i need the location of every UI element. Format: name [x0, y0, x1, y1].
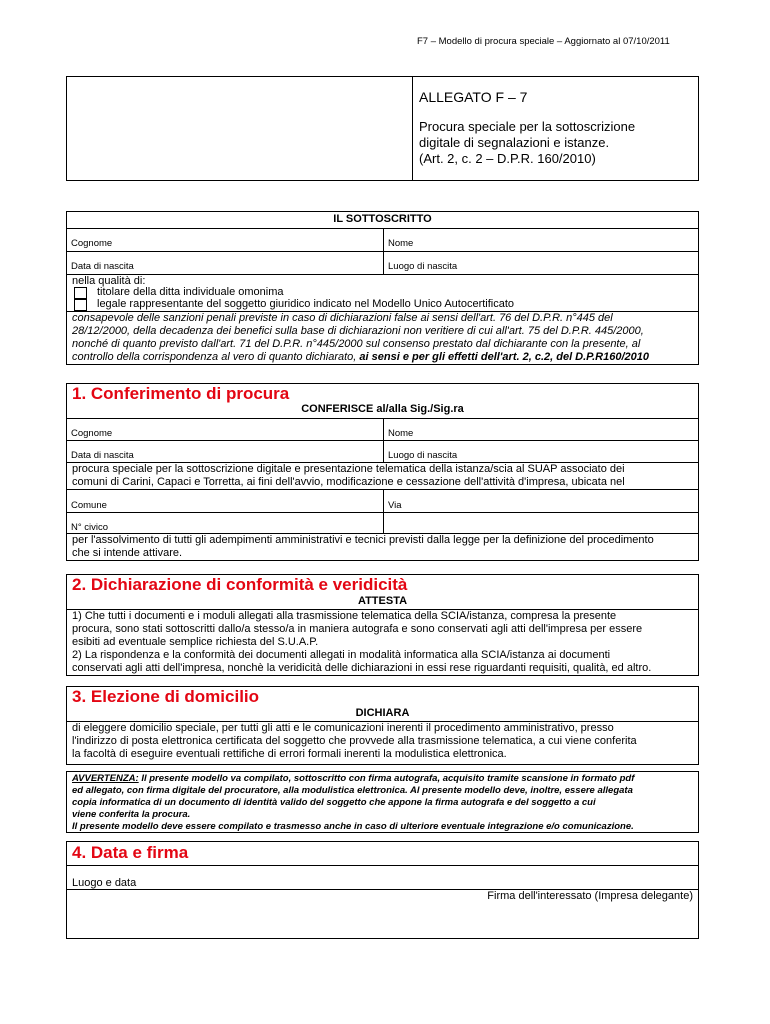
section1-nome-label: Nome — [388, 428, 414, 439]
section1-heading: CONFERISCE al/alla Sig./Sig.ra — [301, 403, 464, 415]
consapevole-line-1: consapevole delle sanzioni penali previste in caso di dichiarazioni false ai sensi dell'art. 76 del D.P.R. n°445 del — [72, 312, 613, 324]
sottoscritto-luogo-nascita-label: Luogo di nascita — [388, 261, 458, 272]
option-titolare: titolare della ditta individuale omonima — [97, 286, 284, 298]
civico-label: N° civico — [71, 522, 109, 533]
sottoscritto-nome-label: Nome — [388, 238, 414, 249]
section2-heading: ATTESTA — [357, 595, 408, 607]
avvertenza-line-1 — [72, 773, 634, 785]
firma-label: Firma dell'interessato (Impresa delegante) — [487, 890, 693, 902]
dichiara-line-2: l'indirizzo di posta elettronica certificata del soggetto che provvede alla trasmissione telematica, a cui viene conferita — [72, 735, 637, 747]
section1-title: 1. Conferimento di procura — [72, 384, 290, 403]
checkbox-titolare[interactable] — [74, 287, 87, 299]
title-line-1: Procura speciale per la sottoscrizione — [419, 119, 636, 134]
section1-cognome-label: Cognome — [71, 428, 113, 439]
consapevole-line-4-text: controllo della corrispondenza al vero di quanto dichiarato, — [72, 351, 360, 363]
via-label: Via — [388, 500, 402, 511]
avvertenza-line-1-text: Il presente modello va compilato, sottoscritto con firma autografa, acquisito tramite scansione in formato pdf — [138, 773, 635, 784]
sottoscritto-data-nascita-label: Data di nascita — [71, 261, 134, 272]
section3-title: 3. Elezione di domicilio — [72, 687, 260, 706]
avvertenza-line-5: Il presente modello deve essere compilato e trasmesso anche in caso di ulteriore eventuale integrazione e/o comunicazione. — [72, 821, 634, 832]
allegato-code: ALLEGATO F – 7 — [419, 89, 528, 105]
consapevole-line-2: 28/12/2000, della decadenza dei benefici sulla base di dichiarazioni non veritiere di cui all'art. 75 del D.P.R. 445/2000, — [72, 325, 644, 337]
luogo-data-label: Luogo e data — [72, 877, 137, 889]
section1-luogo-nascita-label: Luogo di nascita — [388, 450, 458, 461]
section3-heading: DICHIARA — [355, 707, 410, 719]
procura-line-2: comuni di Carini, Capaci e Torretta, ai fini dell'avvio, modificazione e cessazione dell'attività d'impresa, ubicata nel — [72, 476, 625, 488]
option-legale-rappresentante: legale rappresentante del soggetto giuridico indicato nel Modello Unico Autocertificato — [97, 298, 515, 310]
consapevole-line-4-bold: ai sensi e per gli effetti dell'art. 2, c.2, del D.P.R160/2010 — [359, 351, 649, 363]
dichiara-line-1: di eleggere domicilio speciale, per tutti gli atti e le comunicazioni inerenti il procedimento amministrativo, presso — [72, 722, 614, 734]
avvertenza-line-4: viene conferita la procura. — [72, 809, 191, 820]
attesta-p2-line-1: 2) La rispondenza e la conformità dei documenti allegati in modalità informatica alla SCIA/istanza ai documenti — [72, 649, 611, 661]
attesta-p2-line-2: conservati agli atti dell'impresa, nonchè la veridicità delle dichiarazioni in essi rese riguardanti requisiti, qualità, ed altro. — [72, 662, 652, 674]
avvertenza-line-3: copia informatica di un documento di identità valido del soggetto che appone la firma autografa e del soggetto a cui — [72, 797, 596, 808]
header-note: F7 – Modello di procura speciale – Aggiornato al 07/10/2011 — [417, 36, 670, 47]
avvertenza-line-2: ed allegato, con firma digitale del procuratore, alla modulistica elettronica. Al presente modello deve, inoltre, essere allegata — [72, 785, 633, 796]
attesta-p1-line-2: procura, sono stati sottoscritti dallo/a stesso/a in maniera autografa e sono conservati agli atti dell'impresa per essere — [72, 623, 643, 635]
section1-data-nascita-label: Data di nascita — [71, 450, 134, 461]
title-line-2: digitale di segnalazioni e istanze. — [419, 135, 610, 150]
attesta-p1-line-3: esibiti ad eventuale semplice richiesta del S.U.A.P. — [72, 636, 319, 648]
title-divider — [412, 76, 413, 181]
dichiara-line-3: la facoltà di eseguire eventuali rettifiche di errori formali inerenti la modulistica elettronica. — [72, 748, 507, 760]
title-line-3: (Art. 2, c. 2 – D.P.R. 160/2010) — [419, 151, 596, 166]
assolvimento-line-1: per l'assolvimento di tutti gli adempimenti amministrativi e tecnici previsti dalla legge per la definizione del procedimento — [72, 534, 654, 546]
section2-title: 2. Dichiarazione di conformità e veridicità — [72, 575, 408, 594]
assolvimento-line-2: che si intende attivare. — [72, 547, 183, 559]
qualita-label: nella qualità di: — [72, 275, 146, 287]
comune-label: Comune — [71, 500, 107, 511]
sottoscritto-heading: IL SOTTOSCRITTO — [333, 213, 432, 225]
procura-line-1: procura speciale per la sottoscrizione digitale e presentazione telematica della istanza/scia al SUAP associato dei — [72, 463, 625, 475]
attesta-p1-line-1: 1) Che tutti i documenti e i moduli allegati alla trasmissione telematica della SCIA/istanza, compresa la presente — [72, 610, 617, 622]
avvertenza-label: AVVERTENZA: — [72, 773, 139, 784]
section4-title: 4. Data e firma — [72, 843, 189, 862]
checkbox-legale-rappresentante[interactable] — [74, 299, 87, 311]
consapevole-line-3: nonché di quanto previsto dall'art. 71 del D.P.R. n°445/2000 sul consenso prestato dal dichiarante con la presente, al — [72, 338, 641, 350]
consapevole-line-4 — [72, 351, 649, 364]
sottoscritto-cognome-label: Cognome — [71, 238, 113, 249]
